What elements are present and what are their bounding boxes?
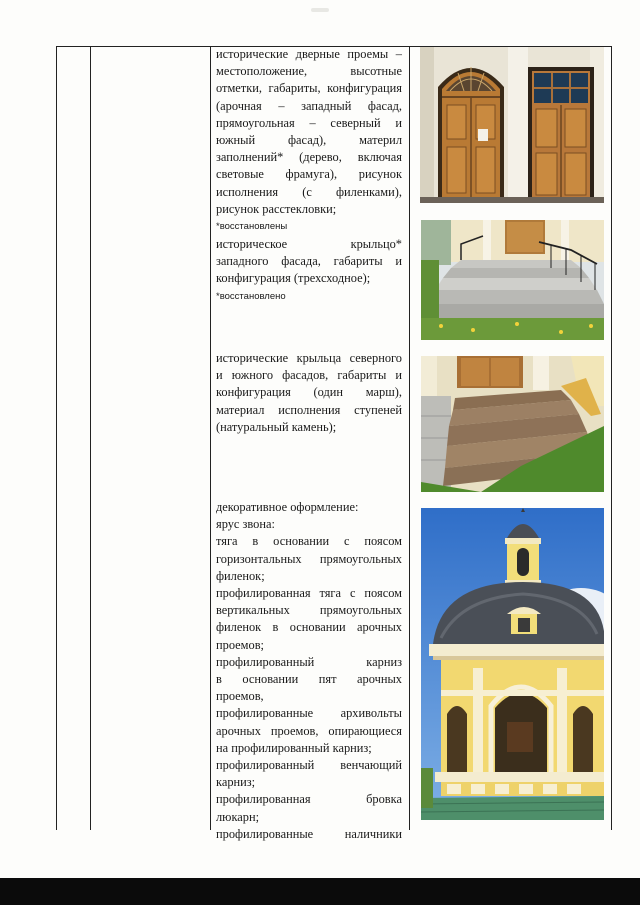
text-line: (натуральный камень); bbox=[216, 419, 337, 434]
text-line: исполнения (с филенками), bbox=[216, 184, 402, 199]
text-line: вертикальных прямоугольных bbox=[216, 603, 402, 618]
text-line: проемов; bbox=[216, 637, 265, 652]
text-line: местоположение, высотные bbox=[216, 64, 402, 79]
text-decoration bbox=[216, 499, 402, 843]
footnote: *восстановлено bbox=[216, 290, 286, 302]
text-line: (арочная – западный фасад, bbox=[216, 98, 402, 113]
text-line: в основании пят арочных bbox=[216, 672, 402, 687]
text-line: филенок; bbox=[216, 568, 265, 583]
text-line: на профилированный карниз; bbox=[216, 740, 372, 755]
footnote: *восстановлены bbox=[216, 221, 288, 233]
text-line: профилированный венчающий bbox=[216, 758, 402, 773]
north-south-steps-photo bbox=[421, 356, 604, 492]
text-line: конфигурация (трехсходное); bbox=[216, 271, 371, 286]
text-west-porch bbox=[216, 236, 402, 304]
text-line: исторические крыльца северного bbox=[216, 351, 402, 365]
text-line: ярус звона: bbox=[216, 517, 275, 532]
text-line: проемов, bbox=[216, 689, 264, 704]
text-line: отметки, габариты, конфигурация bbox=[216, 81, 402, 96]
text-line: арочных проемов, опирающиеся bbox=[216, 723, 402, 738]
text-line: западного фасада, габариты и bbox=[216, 254, 402, 269]
text-line: световые фрамуга), рисунок bbox=[216, 167, 402, 182]
text-line: материал исполнения ступеней bbox=[216, 402, 402, 417]
text-line: заполнений* (дерево, включая bbox=[216, 150, 402, 165]
text-line: филенок в основании арочных bbox=[216, 620, 402, 635]
text-line: исторические дверные проемы – bbox=[216, 47, 402, 61]
text-north-south-steps bbox=[216, 350, 402, 436]
text-line: тяга в основании с поясом bbox=[216, 534, 402, 549]
text-line: профилированная тяга с поясом bbox=[216, 586, 402, 601]
text-line: декоративное оформление: bbox=[216, 500, 359, 514]
west-doors-photo bbox=[420, 47, 604, 203]
scan-mark bbox=[311, 8, 329, 12]
text-line: и южного фасадов, габариты и bbox=[216, 368, 402, 383]
text-line: люкарн; bbox=[216, 809, 260, 824]
bell-tier-photo bbox=[421, 508, 604, 820]
scan-edge bbox=[0, 878, 640, 905]
text-line: профилированная бровка bbox=[216, 792, 402, 807]
text-line: профилированный карниз bbox=[216, 654, 402, 669]
text-line: профилированные наличники bbox=[216, 826, 402, 841]
text-line: профилированные архивольты bbox=[216, 706, 402, 721]
west-porch-photo bbox=[421, 220, 604, 340]
text-line: конфигурация (один марш), bbox=[216, 385, 402, 400]
text-line: историческое крыльцо* bbox=[216, 237, 402, 251]
text-line: прямоугольная – северный и bbox=[216, 115, 402, 130]
text-line: рисунок расстекловки; bbox=[216, 201, 337, 216]
text-line: карниз; bbox=[216, 775, 256, 790]
text-doors bbox=[216, 46, 402, 234]
text-line: южный фасад), материл bbox=[216, 133, 402, 148]
text-line: горизонтальных прямоугольных bbox=[216, 551, 402, 566]
